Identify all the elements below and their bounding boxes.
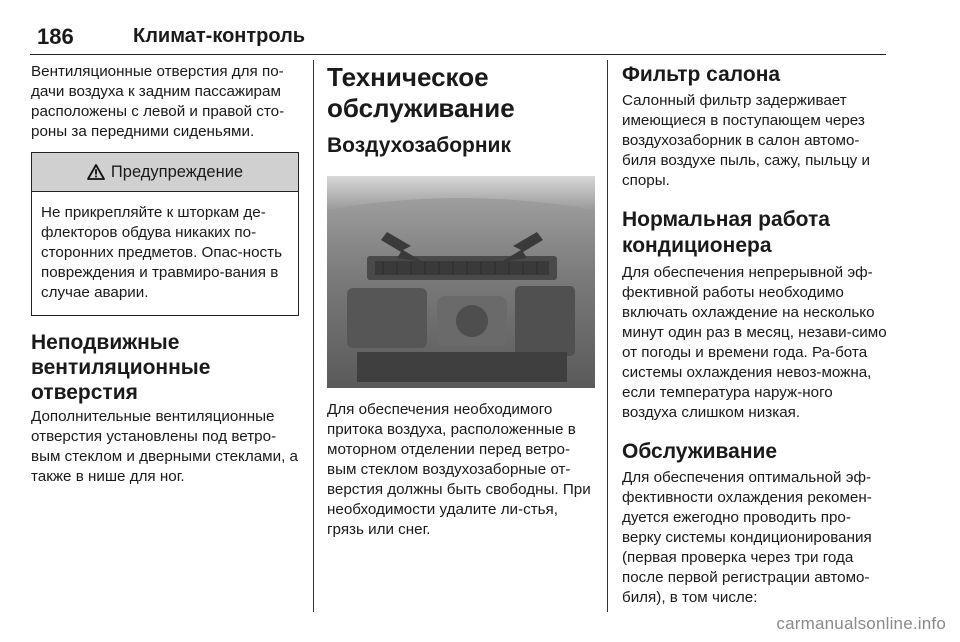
cabin-filter-paragraph: Салонный фильтр задерживает имеющиеся в поступающем через воздухозаборник в салон автомо-биля воздухе пыль, сажу, пыльцу и споры. [622, 92, 870, 189]
warning-title: Предупреждение [110, 162, 244, 181]
fixed-vents-heading: Неподвижные вентиляционные отверстия [31, 331, 211, 404]
page-header [30, 18, 886, 55]
page-number: 186 [37, 24, 74, 49]
air-intake-heading: Воздухозаборник [327, 134, 511, 157]
rear-vents-paragraph: Вентиляционные отверстия для по-дачи воздуха к задним пассажирам расположены с левой и правой сто-роны за передними сиденьями. [31, 63, 285, 140]
service-heading: Обслуживание [622, 440, 778, 463]
column-left [31, 62, 299, 487]
fixed-vents-paragraph: Дополнительные вентиляционные отверстия установлены под ветро-вым стеклом и дверными стеклами, а также в нише для ног. [31, 408, 298, 485]
normal-operation-heading: Нормальная работа кондиционера [622, 208, 830, 257]
column-middle [327, 62, 592, 540]
column-right [622, 62, 888, 608]
warning-triangle-icon [87, 164, 105, 180]
warning-box [31, 152, 299, 316]
column-divider [313, 60, 314, 612]
chapter-title: Климат-контроль [133, 25, 306, 47]
warning-text: Не прикрепляйте к шторкам де-флекторов обдува никаких по-сторонних предметов. Опас-ность повреждения и травмиро-вания в случае аварии. [41, 204, 282, 301]
maintenance-main-heading: Техническое обслуживание [327, 62, 515, 123]
engine-bay-illustration [327, 176, 595, 388]
watermark: carmanualsonline.info [776, 614, 946, 633]
normal-operation-paragraph: Для обеспечения непрерывной эф-фективной работы необходимо включать охлаждение на несколько минут один раз в месяц, незави-симо от погоды и времени года. Ра-бота системы охлаждения невоз-можна, если температура наруж-ного воздуха слишком низкая. [622, 264, 887, 421]
warning-header [32, 153, 298, 192]
air-intake-paragraph: Для обеспечения необходимого притока воздуха, расположенные в моторном отделении перед ветро-вым стеклом воздухозаборные от-верстия должны быть свободны. При необходимости удалите ли-стья, грязь или снег. [327, 401, 591, 538]
cabin-filter-heading: Фильтр салона [622, 63, 781, 86]
service-paragraph: Для обеспечения оптимальной эф-фективности охлаждения рекомен-дуется ежегодно проводить про-верку системы кондиционирования (первая проверка через три года после первой регистрации автомо-биля), в том числе: [622, 469, 872, 606]
engine-bay-photo [327, 176, 595, 388]
column-divider [607, 60, 608, 612]
